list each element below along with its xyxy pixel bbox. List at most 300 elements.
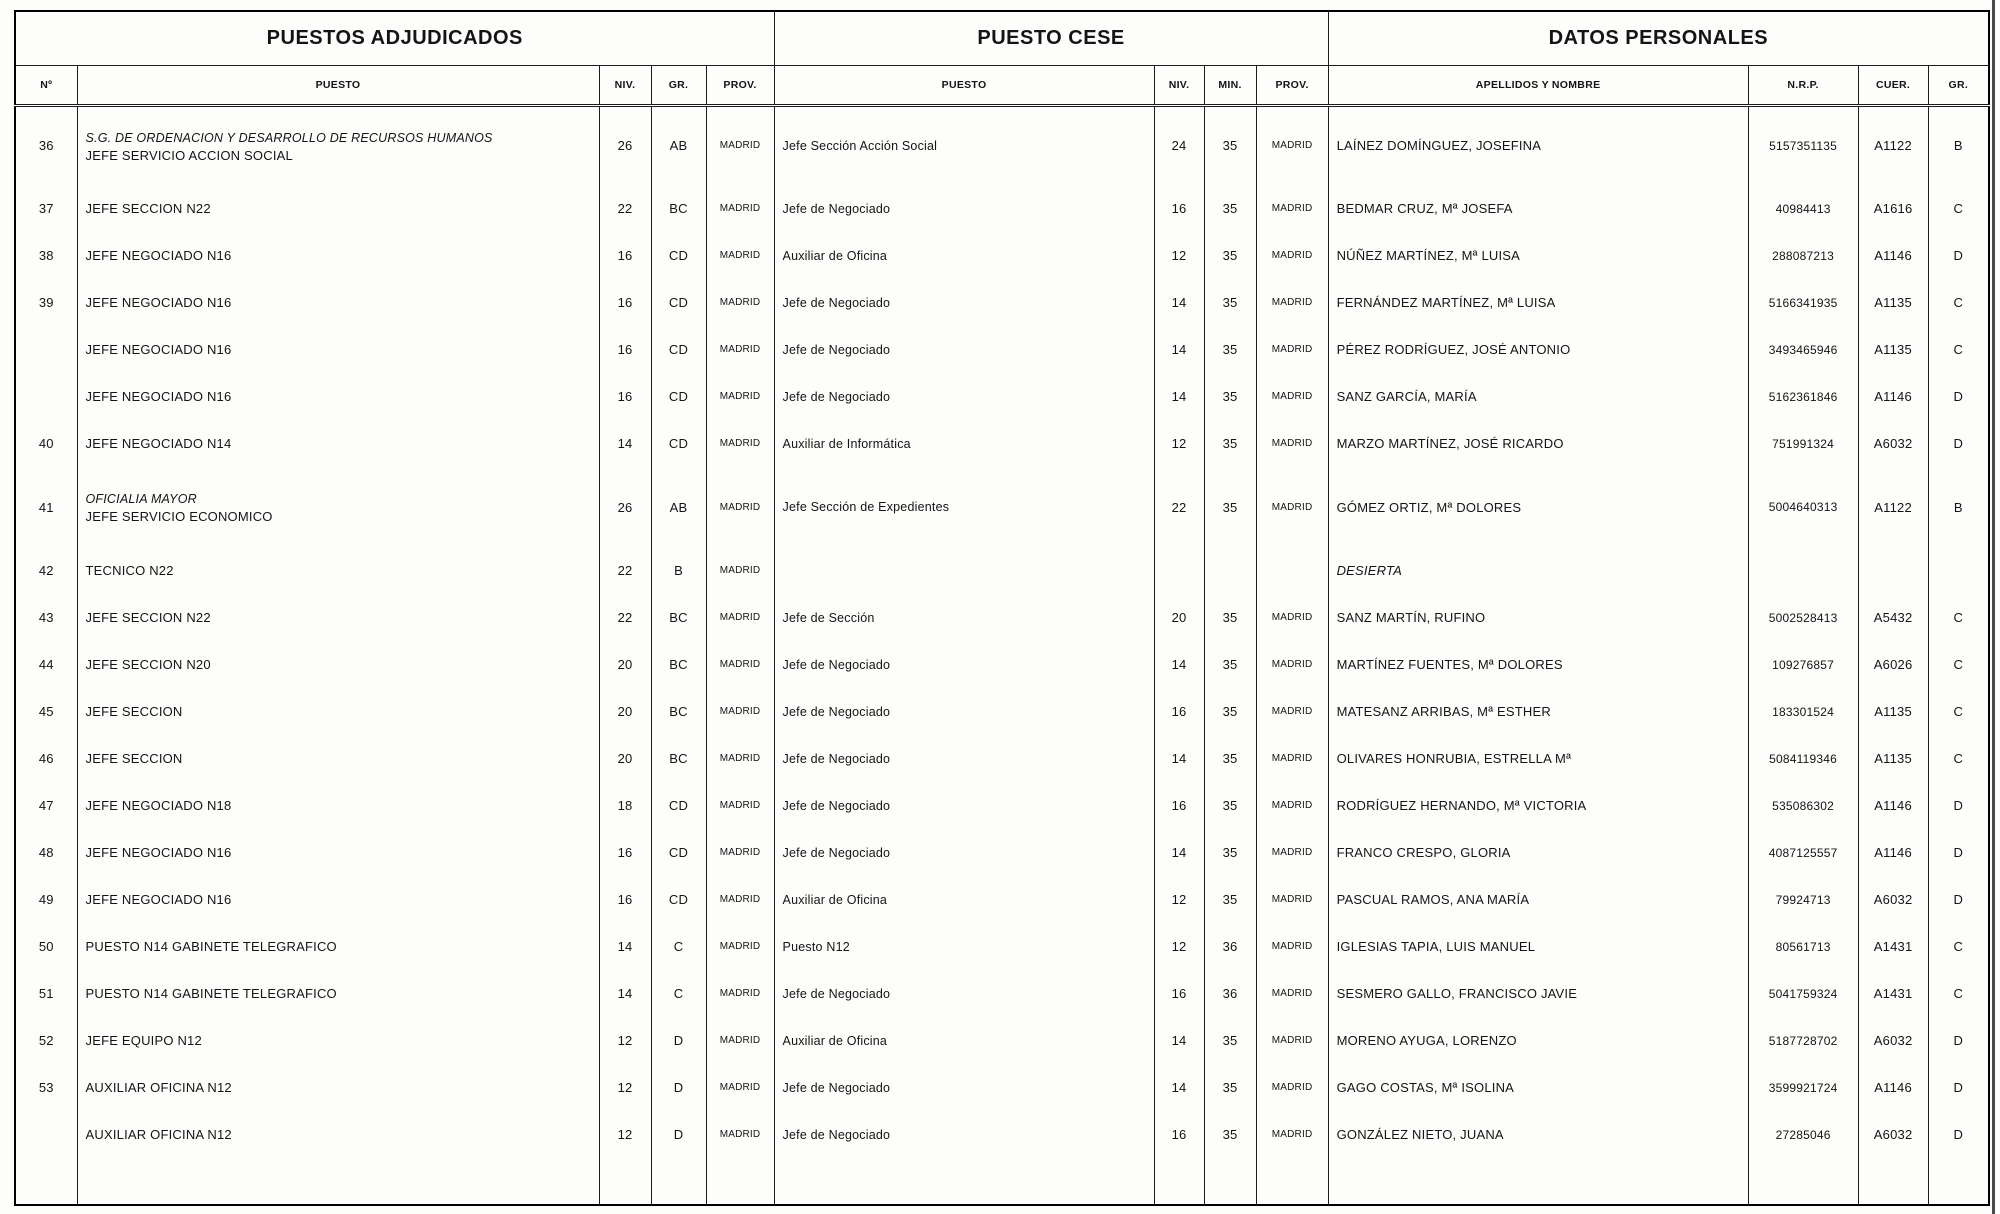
cell-niv-cese: 12 — [1154, 876, 1204, 923]
cell-prov-cese — [1256, 547, 1328, 594]
cell-apellidos-nombre: SESMERO GALLO, FRANCISCO JAVIE — [1328, 970, 1748, 1017]
table-row — [15, 876, 1989, 923]
puesto-adjudicado-text: JEFE NEGOCIADO N16 — [85, 389, 232, 404]
cell-puesto-cese — [774, 547, 1154, 594]
table-row — [15, 923, 1989, 970]
cell-prov-cese: MADRID — [1256, 420, 1328, 467]
cell-niv-adjudicado: 22 — [599, 185, 651, 232]
cell-gr-adjudicado: CD — [651, 782, 706, 829]
cell-min-cese: 35 — [1204, 1064, 1256, 1111]
cell-puesto-adjudicado — [77, 185, 599, 232]
cell-apellidos-nombre: BEDMAR CRUZ, Mª JOSEFA — [1328, 185, 1748, 232]
cell-nrp: 751991324 — [1748, 420, 1858, 467]
puesto-adjudicado-text: JEFE NEGOCIADO N16 — [85, 892, 232, 907]
table-row — [15, 1017, 1989, 1064]
cell-niv-adjudicado: 26 — [599, 467, 651, 547]
cell-puesto-adjudicado — [77, 1158, 599, 1205]
cell-gr-adjudicado: CD — [651, 279, 706, 326]
cell-min-cese: 35 — [1204, 688, 1256, 735]
cell-num: 44 — [38, 657, 54, 672]
cell-apellidos-nombre: OLIVARES HONRUBIA, ESTRELLA Mª — [1328, 735, 1748, 782]
puesto-adjudicado-text: JEFE NEGOCIADO N18 — [85, 798, 232, 813]
puesto-adjudicado-text: JEFE SECCION — [85, 751, 183, 766]
cell-nrp: 79924713 — [1748, 876, 1858, 923]
cell-gr-personal: C — [1928, 735, 1989, 782]
section-heading: S.G. DE ORDENACION Y DESARROLLO DE RECURSOS HUMANOS — [85, 130, 493, 145]
cell-puesto-adjudicado — [77, 688, 599, 735]
cell-min-cese: 35 — [1204, 373, 1256, 420]
cell-prov-cese: MADRID — [1256, 970, 1328, 1017]
cell-puesto-cese: Jefe de Negociado — [774, 688, 1154, 735]
cell-num — [15, 326, 77, 373]
cell-niv-cese: 14 — [1154, 1017, 1204, 1064]
cell-cuer: A1146 — [1858, 1064, 1928, 1111]
cell-gr-adjudicado: CD — [651, 232, 706, 279]
cell-min-cese: 35 — [1204, 1111, 1256, 1158]
table-row — [15, 1111, 1989, 1158]
cell-cuer: A6032 — [1858, 1017, 1928, 1064]
table-row — [15, 420, 1989, 467]
cell-niv-adjudicado: 14 — [599, 420, 651, 467]
cell-niv-adjudicado: 16 — [599, 876, 651, 923]
cell-niv-cese: 16 — [1154, 1111, 1204, 1158]
cell-num: 42 — [38, 563, 54, 578]
puesto-adjudicado-text: JEFE SECCION N22 — [85, 610, 211, 625]
cell-gr-personal: C — [1928, 594, 1989, 641]
cell-nrp: 288087213 — [1748, 232, 1858, 279]
cell-cuer: A1146 — [1858, 373, 1928, 420]
cell-prov-cese: MADRID — [1256, 688, 1328, 735]
cell-puesto-adjudicado — [77, 782, 599, 829]
cell-cuer: A1135 — [1858, 688, 1928, 735]
cell-puesto-cese: Auxiliar de Oficina — [774, 876, 1154, 923]
cell-niv-cese — [1154, 1158, 1204, 1205]
cell-gr-adjudicado: BC — [651, 185, 706, 232]
cell-niv-cese — [1154, 547, 1204, 594]
appointments-table — [14, 10, 1990, 1206]
cell-prov-cese: MADRID — [1256, 467, 1328, 547]
cell-nrp: 109276857 — [1748, 641, 1858, 688]
puesto-adjudicado-text: JEFE NEGOCIADO N16 — [85, 295, 232, 310]
cell-puesto-adjudicado — [77, 923, 599, 970]
cell-prov-adjudicado: MADRID — [706, 641, 774, 688]
cell-prov-adjudicado: MADRID — [706, 279, 774, 326]
cell-niv-cese: 14 — [1154, 326, 1204, 373]
cell-prov-adjudicado: MADRID — [706, 420, 774, 467]
cell-min-cese: 35 — [1204, 232, 1256, 279]
cell-prov-adjudicado: MADRID — [706, 185, 774, 232]
cell-puesto-adjudicado — [77, 547, 599, 594]
cell-nrp: 80561713 — [1748, 923, 1858, 970]
table-row — [15, 594, 1989, 641]
cell-gr-personal: D — [1928, 420, 1989, 467]
cell-min-cese: 35 — [1204, 735, 1256, 782]
table-header — [15, 11, 1989, 105]
cell-niv-adjudicado: 20 — [599, 641, 651, 688]
cell-min-cese: 35 — [1204, 279, 1256, 326]
puesto-adjudicado-text: JEFE NEGOCIADO N16 — [85, 845, 232, 860]
cell-prov-adjudicado — [706, 1158, 774, 1205]
cell-gr-adjudicado: B — [651, 547, 706, 594]
section-heading: OFICIALIA MAYOR — [85, 492, 197, 507]
table-row — [15, 1064, 1989, 1111]
cell-prov-adjudicado: MADRID — [706, 232, 774, 279]
cell-puesto-cese: Puesto N12 — [774, 923, 1154, 970]
cell-prov-adjudicado: MADRID — [706, 829, 774, 876]
cell-apellidos-nombre: NÚÑEZ MARTÍNEZ, Mª LUISA — [1328, 232, 1748, 279]
cell-niv-cese: 14 — [1154, 829, 1204, 876]
cell-gr-adjudicado: C — [651, 923, 706, 970]
cell-niv-adjudicado: 20 — [599, 688, 651, 735]
puesto-adjudicado-text: JEFE SECCION N22 — [85, 201, 211, 216]
cell-num: 53 — [38, 1080, 54, 1095]
table-row — [15, 185, 1989, 232]
cell-puesto-cese: Jefe de Negociado — [774, 279, 1154, 326]
puesto-adjudicado-text: JEFE SECCION — [85, 704, 183, 719]
cell-cuer: A6032 — [1858, 876, 1928, 923]
cell-prov-adjudicado: MADRID — [706, 105, 774, 185]
cell-cuer: A1122 — [1858, 105, 1928, 185]
column-header-row — [15, 65, 1989, 105]
cell-min-cese — [1204, 1158, 1256, 1205]
cell-cuer: A1135 — [1858, 735, 1928, 782]
col-header-cuer: CUER. — [1858, 65, 1928, 105]
col-header-prov-adjudicado: PROV. — [706, 65, 774, 105]
cell-puesto-adjudicado — [77, 105, 599, 185]
cell-gr-adjudicado: D — [651, 1064, 706, 1111]
cell-prov-adjudicado: MADRID — [706, 1017, 774, 1064]
table-row — [15, 547, 1989, 594]
cell-niv-adjudicado — [599, 1158, 651, 1205]
cell-puesto-adjudicado — [77, 735, 599, 782]
cell-prov-adjudicado: MADRID — [706, 326, 774, 373]
cell-min-cese: 35 — [1204, 185, 1256, 232]
cell-niv-cese: 14 — [1154, 735, 1204, 782]
cell-prov-cese: MADRID — [1256, 1064, 1328, 1111]
cell-num: 43 — [38, 610, 54, 625]
cell-gr-personal: D — [1928, 876, 1989, 923]
cell-gr-adjudicado: AB — [651, 467, 706, 547]
cell-puesto-adjudicado — [77, 1111, 599, 1158]
table-row — [15, 782, 1989, 829]
cell-num: 47 — [38, 798, 54, 813]
cell-apellidos-nombre: GONZÁLEZ NIETO, JUANA — [1328, 1111, 1748, 1158]
table-row — [15, 970, 1989, 1017]
cell-prov-adjudicado: MADRID — [706, 1064, 774, 1111]
cell-puesto-cese: Jefe de Negociado — [774, 782, 1154, 829]
cell-niv-adjudicado: 22 — [599, 547, 651, 594]
cell-niv-adjudicado: 16 — [599, 326, 651, 373]
cell-gr-personal: D — [1928, 1064, 1989, 1111]
cell-min-cese: 35 — [1204, 641, 1256, 688]
cell-apellidos-nombre: SANZ MARTÍN, RUFINO — [1328, 594, 1748, 641]
puesto-adjudicado-text: AUXILIAR OFICINA N12 — [85, 1080, 232, 1095]
cell-prov-adjudicado: MADRID — [706, 373, 774, 420]
puesto-adjudicado-text: JEFE SERVICIO ECONOMICO — [85, 508, 273, 524]
cell-niv-adjudicado: 12 — [599, 1064, 651, 1111]
cell-puesto-adjudicado — [77, 641, 599, 688]
scan-edge-artifact — [1992, 0, 1995, 1214]
cell-prov-adjudicado: MADRID — [706, 1111, 774, 1158]
cell-puesto-cese: Jefe de Negociado — [774, 1064, 1154, 1111]
cell-gr-personal: C — [1928, 923, 1989, 970]
cell-prov-cese: MADRID — [1256, 1017, 1328, 1064]
cell-niv-cese: 24 — [1154, 105, 1204, 185]
cell-prov-cese: MADRID — [1256, 185, 1328, 232]
puesto-adjudicado-text: TECNICO N22 — [85, 563, 174, 578]
cell-niv-cese: 12 — [1154, 420, 1204, 467]
cell-niv-cese: 16 — [1154, 782, 1204, 829]
cell-gr-personal: D — [1928, 782, 1989, 829]
table-row — [15, 829, 1989, 876]
cell-nrp: 5041759324 — [1748, 970, 1858, 1017]
cell-min-cese: 35 — [1204, 1017, 1256, 1064]
cell-apellidos-nombre: DESIERTA — [1328, 547, 1748, 594]
cell-puesto-cese — [774, 1158, 1154, 1205]
cell-puesto-adjudicado — [77, 232, 599, 279]
cell-num: 36 — [38, 138, 54, 154]
group-header-row — [15, 11, 1989, 65]
cell-niv-adjudicado: 16 — [599, 279, 651, 326]
cell-num: 45 — [38, 704, 54, 719]
cell-prov-cese — [1256, 1158, 1328, 1205]
cell-num: 50 — [38, 939, 54, 954]
col-header-niv-adjudicado: NIV. — [599, 65, 651, 105]
cell-puesto-adjudicado — [77, 279, 599, 326]
cell-min-cese: 35 — [1204, 594, 1256, 641]
cell-puesto-adjudicado — [77, 594, 599, 641]
cell-puesto-adjudicado — [77, 970, 599, 1017]
cell-num — [15, 1111, 77, 1158]
cell-niv-adjudicado: 12 — [599, 1017, 651, 1064]
cell-puesto-cese: Jefe Sección Acción Social — [774, 105, 1154, 185]
cell-niv-cese: 20 — [1154, 594, 1204, 641]
cell-prov-cese: MADRID — [1256, 373, 1328, 420]
cell-apellidos-nombre: LAÍNEZ DOMÍNGUEZ, JOSEFINA — [1328, 105, 1748, 185]
cell-apellidos-nombre — [1328, 1158, 1748, 1205]
cell-prov-adjudicado: MADRID — [706, 735, 774, 782]
cell-niv-cese: 16 — [1154, 970, 1204, 1017]
col-header-num: Nº — [15, 65, 77, 105]
cell-gr-adjudicado: BC — [651, 594, 706, 641]
cell-prov-adjudicado: MADRID — [706, 547, 774, 594]
cell-puesto-cese: Jefe de Negociado — [774, 1111, 1154, 1158]
puesto-adjudicado-text: JEFE NEGOCIADO N16 — [85, 248, 232, 263]
cell-gr-adjudicado: CD — [651, 829, 706, 876]
cell-apellidos-nombre: MARTÍNEZ FUENTES, Mª DOLORES — [1328, 641, 1748, 688]
cell-gr-adjudicado: CD — [651, 326, 706, 373]
cell-gr-adjudicado: AB — [651, 105, 706, 185]
cell-apellidos-nombre: GAGO COSTAS, Mª ISOLINA — [1328, 1064, 1748, 1111]
cell-nrp: 3493465946 — [1748, 326, 1858, 373]
cell-niv-adjudicado: 22 — [599, 594, 651, 641]
cell-min-cese: 35 — [1204, 326, 1256, 373]
cell-prov-cese: MADRID — [1256, 279, 1328, 326]
cell-gr-personal: D — [1928, 232, 1989, 279]
cell-num: 52 — [38, 1033, 54, 1048]
cell-nrp: 5157351135 — [1748, 105, 1858, 185]
cell-cuer: A6032 — [1858, 1111, 1928, 1158]
cell-gr-adjudicado: C — [651, 970, 706, 1017]
cell-puesto-adjudicado — [77, 420, 599, 467]
cell-puesto-adjudicado — [77, 876, 599, 923]
cell-prov-adjudicado: MADRID — [706, 688, 774, 735]
cell-num: 37 — [38, 201, 54, 216]
cell-cuer — [1858, 1158, 1928, 1205]
cell-apellidos-nombre: PASCUAL RAMOS, ANA MARÍA — [1328, 876, 1748, 923]
cell-niv-cese: 16 — [1154, 185, 1204, 232]
col-header-puesto-cese: PUESTO — [774, 65, 1154, 105]
cell-niv-adjudicado: 12 — [599, 1111, 651, 1158]
cell-niv-adjudicado: 14 — [599, 970, 651, 1017]
cell-prov-adjudicado: MADRID — [706, 923, 774, 970]
cell-gr-personal: C — [1928, 185, 1989, 232]
cell-niv-adjudicado: 20 — [599, 735, 651, 782]
group-header-puestos-adjudicados: PUESTOS ADJUDICADOS — [15, 11, 774, 65]
cell-puesto-cese: Jefe de Sección — [774, 594, 1154, 641]
cell-cuer: A1135 — [1858, 279, 1928, 326]
cell-apellidos-nombre: IGLESIAS TAPIA, LUIS MANUEL — [1328, 923, 1748, 970]
cell-nrp: 5187728702 — [1748, 1017, 1858, 1064]
cell-niv-adjudicado: 16 — [599, 829, 651, 876]
cell-puesto-cese: Jefe de Negociado — [774, 829, 1154, 876]
cell-nrp: 535086302 — [1748, 782, 1858, 829]
cell-puesto-adjudicado — [77, 326, 599, 373]
puesto-adjudicado-text: JEFE NEGOCIADO N16 — [85, 342, 232, 357]
cell-prov-cese: MADRID — [1256, 641, 1328, 688]
cell-puesto-cese: Jefe de Negociado — [774, 641, 1154, 688]
cell-prov-adjudicado: MADRID — [706, 594, 774, 641]
cell-niv-cese: 14 — [1154, 641, 1204, 688]
cell-min-cese: 35 — [1204, 829, 1256, 876]
table-row — [15, 105, 1989, 185]
cell-prov-cese: MADRID — [1256, 1111, 1328, 1158]
cell-min-cese: 35 — [1204, 420, 1256, 467]
cell-niv-cese: 12 — [1154, 923, 1204, 970]
cell-puesto-cese: Auxiliar de Oficina — [774, 1017, 1154, 1064]
group-header-puesto-cese: PUESTO CESE — [774, 11, 1328, 65]
cell-min-cese: 36 — [1204, 970, 1256, 1017]
cell-prov-adjudicado: MADRID — [706, 782, 774, 829]
cell-niv-cese: 12 — [1154, 232, 1204, 279]
cell-apellidos-nombre: FERNÁNDEZ MARTÍNEZ, Mª LUISA — [1328, 279, 1748, 326]
cell-gr-adjudicado — [651, 1158, 706, 1205]
cell-prov-cese: MADRID — [1256, 782, 1328, 829]
cell-apellidos-nombre: RODRÍGUEZ HERNANDO, Mª VICTORIA — [1328, 782, 1748, 829]
cell-puesto-adjudicado — [77, 467, 599, 547]
cell-cuer: A6032 — [1858, 420, 1928, 467]
cell-niv-cese: 16 — [1154, 688, 1204, 735]
col-header-nrp: N.R.P. — [1748, 65, 1858, 105]
cell-num: 46 — [38, 751, 54, 766]
cell-prov-cese: MADRID — [1256, 105, 1328, 185]
cell-apellidos-nombre: FRANCO CRESPO, GLORIA — [1328, 829, 1748, 876]
cell-nrp: 4087125557 — [1748, 829, 1858, 876]
cell-prov-adjudicado: MADRID — [706, 970, 774, 1017]
cell-gr-personal: D — [1928, 1111, 1989, 1158]
cell-cuer: A5432 — [1858, 594, 1928, 641]
cell-prov-adjudicado: MADRID — [706, 876, 774, 923]
cell-min-cese: 35 — [1204, 467, 1256, 547]
cell-puesto-cese: Jefe de Negociado — [774, 735, 1154, 782]
cell-puesto-adjudicado — [77, 373, 599, 420]
cell-gr-adjudicado: D — [651, 1111, 706, 1158]
cell-cuer: A1616 — [1858, 185, 1928, 232]
cell-gr-personal: C — [1928, 688, 1989, 735]
cell-niv-adjudicado: 14 — [599, 923, 651, 970]
cell-cuer: A1122 — [1858, 467, 1928, 547]
cell-nrp — [1748, 547, 1858, 594]
cell-prov-cese: MADRID — [1256, 326, 1328, 373]
cell-num — [15, 1158, 77, 1205]
table-body — [15, 105, 1989, 1205]
puesto-adjudicado-text: PUESTO N14 GABINETE TELEGRAFICO — [85, 986, 337, 1001]
cell-apellidos-nombre: PÉREZ RODRÍGUEZ, JOSÉ ANTONIO — [1328, 326, 1748, 373]
table-row — [15, 373, 1989, 420]
cell-puesto-adjudicado — [77, 829, 599, 876]
cell-prov-cese: MADRID — [1256, 232, 1328, 279]
cell-nrp: 5166341935 — [1748, 279, 1858, 326]
cell-gr-personal: C — [1928, 326, 1989, 373]
cell-prov-cese: MADRID — [1256, 876, 1328, 923]
cell-num: 49 — [38, 892, 54, 907]
cell-prov-cese: MADRID — [1256, 829, 1328, 876]
cell-niv-cese: 22 — [1154, 467, 1204, 547]
cell-nrp — [1748, 1158, 1858, 1205]
table-row — [15, 279, 1989, 326]
cell-gr-adjudicado: BC — [651, 688, 706, 735]
cell-puesto-cese: Jefe de Negociado — [774, 185, 1154, 232]
cell-gr-adjudicado: BC — [651, 641, 706, 688]
cell-min-cese: 36 — [1204, 923, 1256, 970]
cell-puesto-adjudicado — [77, 1017, 599, 1064]
cell-puesto-adjudicado — [77, 1064, 599, 1111]
cell-apellidos-nombre: MATESANZ ARRIBAS, Mª ESTHER — [1328, 688, 1748, 735]
cell-cuer: A1146 — [1858, 232, 1928, 279]
cell-nrp: 5002528413 — [1748, 594, 1858, 641]
cell-niv-cese: 14 — [1154, 1064, 1204, 1111]
col-header-gr-adjudicado: GR. — [651, 65, 706, 105]
cell-puesto-cese: Jefe Sección de Expedientes — [774, 467, 1154, 547]
cell-gr-adjudicado: CD — [651, 876, 706, 923]
cell-gr-personal: C — [1928, 641, 1989, 688]
cell-gr-adjudicado: CD — [651, 420, 706, 467]
cell-gr-personal: D — [1928, 829, 1989, 876]
cell-gr-personal: C — [1928, 970, 1989, 1017]
cell-num: 48 — [38, 845, 54, 860]
cell-num: 39 — [38, 295, 54, 310]
cell-nrp: 40984413 — [1748, 185, 1858, 232]
cell-nrp: 3599921724 — [1748, 1064, 1858, 1111]
cell-gr-adjudicado: D — [651, 1017, 706, 1064]
puesto-adjudicado-text: JEFE NEGOCIADO N14 — [85, 436, 232, 451]
cell-min-cese: 35 — [1204, 105, 1256, 185]
cell-puesto-cese: Jefe de Negociado — [774, 373, 1154, 420]
puesto-adjudicado-text: PUESTO N14 GABINETE TELEGRAFICO — [85, 939, 337, 954]
table-row — [15, 735, 1989, 782]
cell-gr-personal: C — [1928, 279, 1989, 326]
cell-cuer — [1858, 547, 1928, 594]
col-header-apellidos-nombre: APELLIDOS Y NOMBRE — [1328, 65, 1748, 105]
cell-num: 51 — [38, 986, 54, 1001]
cell-niv-adjudicado: 16 — [599, 232, 651, 279]
cell-cuer: A1431 — [1858, 970, 1928, 1017]
cell-gr-personal: D — [1928, 1017, 1989, 1064]
col-header-puesto-adjudicado: PUESTO — [77, 65, 599, 105]
cell-gr-adjudicado: BC — [651, 735, 706, 782]
cell-niv-adjudicado: 18 — [599, 782, 651, 829]
cell-gr-personal: D — [1928, 373, 1989, 420]
